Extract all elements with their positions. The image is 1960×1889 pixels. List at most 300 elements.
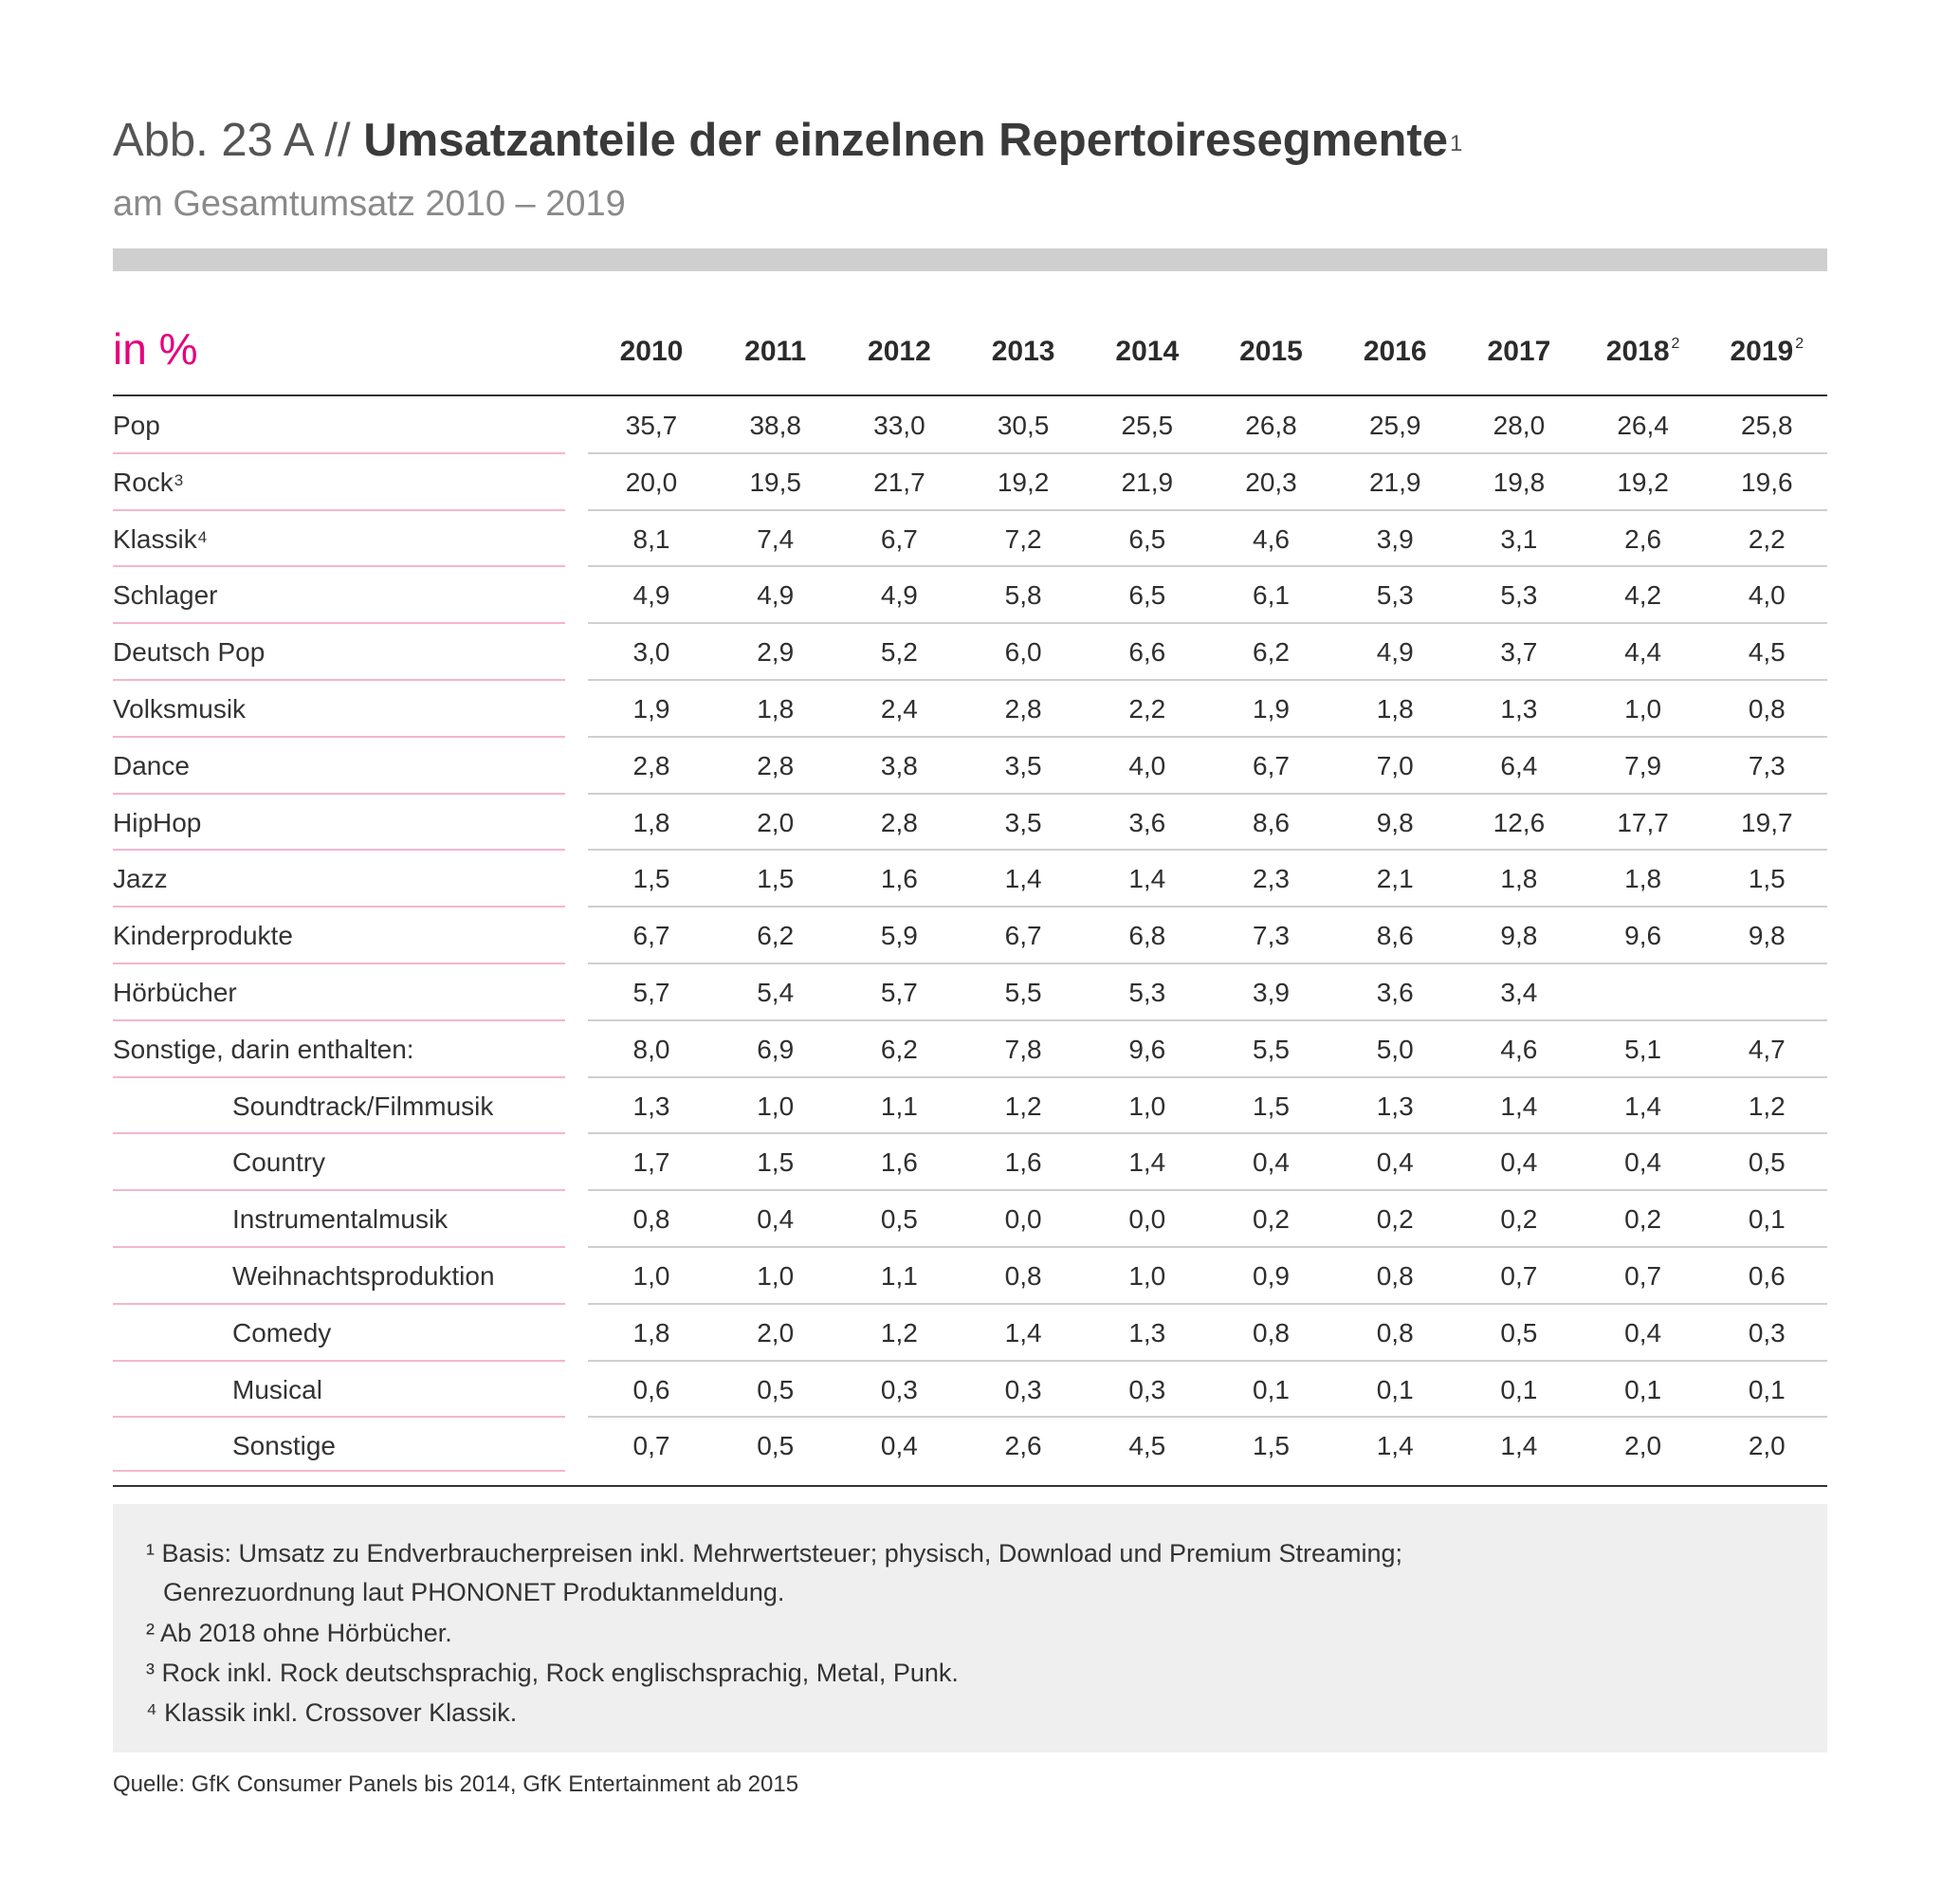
column-header-2015 — [1210, 336, 1333, 368]
table-cell: 1,3 — [1500, 694, 1538, 724]
row-label — [232, 1430, 336, 1462]
table-cell: 4,2 — [1624, 580, 1662, 611]
column-header-label: 2013 — [991, 336, 1055, 367]
table-cell: 0,7 — [632, 1431, 670, 1461]
table-cell: 0,9 — [1253, 1261, 1290, 1291]
row-label — [113, 807, 201, 839]
table-cell: 1,4 — [1128, 1147, 1166, 1178]
row-label-text: Sonstige, darin enthalten: — [113, 1034, 414, 1064]
column-header-label: 2010 — [619, 336, 684, 367]
table-cell: 6,1 — [1253, 580, 1290, 611]
table-cell: 6,2 — [757, 921, 795, 951]
table-cell: 38,8 — [749, 411, 801, 440]
table-cell: 0,2 — [1253, 1204, 1290, 1235]
table-cell: 5,5 — [1004, 978, 1042, 1007]
row-divider — [588, 963, 1827, 964]
row-divider — [588, 1076, 1827, 1078]
table-cell: 35,7 — [625, 411, 678, 440]
table-cell: 1,8 — [757, 694, 795, 724]
table-cell: 12,6 — [1493, 807, 1546, 837]
table-cell: 3,9 — [1376, 523, 1414, 554]
table-cell: 0,6 — [632, 1374, 670, 1404]
table-cell: 7,2 — [1004, 523, 1042, 554]
table-cell: 0,5 — [757, 1431, 795, 1461]
table-cell: 4,9 — [757, 580, 795, 611]
row-label — [232, 1317, 331, 1349]
table-cell: 0,2 — [1624, 1204, 1662, 1235]
table-cell: 1,9 — [1253, 694, 1290, 724]
row-label — [113, 977, 237, 1009]
table-cell: 21,7 — [873, 467, 925, 497]
row-divider — [588, 509, 1827, 511]
table-cell: 0,3 — [1004, 1374, 1042, 1404]
row-label — [113, 636, 265, 669]
table-cell: 19,6 — [1741, 467, 1793, 497]
column-header-label: 2019 — [1730, 336, 1794, 367]
row-label — [232, 1091, 493, 1123]
table-cell: 3,6 — [1128, 807, 1166, 837]
table-cell: 0,7 — [1624, 1261, 1662, 1291]
table-cell: 1,4 — [1004, 1317, 1042, 1348]
table-cell: 0,8 — [1376, 1261, 1414, 1291]
row-divider — [588, 452, 1827, 454]
row-label-divider — [113, 1246, 565, 1248]
table-cell: 1,1 — [880, 1091, 918, 1121]
table-cell: 4,9 — [632, 580, 670, 611]
table-cell: 7,3 — [1253, 921, 1290, 951]
table-cell: 1,3 — [1128, 1317, 1166, 1348]
table-cell: 3,8 — [880, 750, 918, 780]
table-cell: 1,4 — [1376, 1431, 1414, 1461]
column-header-footnote-mark: 2 — [1671, 336, 1680, 352]
table-cell: 6,7 — [880, 523, 918, 554]
table-cell: 9,8 — [1748, 921, 1786, 951]
table-cell: 1,5 — [757, 1147, 795, 1178]
table-cell: 6,4 — [1500, 750, 1538, 780]
table-cell: 33,0 — [873, 411, 925, 440]
chart-subtitle: am Gesamtumsatz 2010 – 2019 — [113, 184, 626, 224]
table-cell: 6,6 — [1128, 637, 1166, 668]
table-cell: 0,4 — [1624, 1147, 1662, 1178]
column-header-2018 — [1582, 336, 1705, 368]
table-cell: 3,5 — [1004, 750, 1042, 780]
table-cell: 0,3 — [1128, 1374, 1166, 1404]
row-label-divider — [113, 622, 565, 624]
row-label — [113, 523, 207, 556]
table-cell: 0,5 — [880, 1204, 918, 1235]
column-header-2017 — [1457, 336, 1581, 368]
table-cell: 5,3 — [1500, 580, 1538, 611]
row-divider — [588, 1303, 1827, 1305]
table-cell: 1,6 — [1004, 1147, 1042, 1178]
table-cell: 8,0 — [632, 1034, 670, 1064]
table-cell: 4,0 — [1748, 580, 1786, 611]
row-label-divider — [113, 565, 565, 567]
row-label-divider — [113, 1416, 565, 1418]
table-cell: 2,9 — [757, 637, 795, 668]
row-label-text: Musical — [232, 1374, 322, 1404]
table-cell: 1,4 — [1128, 864, 1166, 894]
table-cell: 9,6 — [1624, 921, 1662, 951]
table-cell: 0,5 — [757, 1374, 795, 1404]
table-cell: 3,9 — [1253, 978, 1290, 1007]
table-cell: 1,8 — [1500, 864, 1538, 894]
row-label-text: HipHop — [113, 807, 202, 837]
table-cell: 17,7 — [1617, 807, 1669, 837]
row-label-text: Hörbücher — [113, 978, 237, 1007]
footnote-1: ¹ Basis: Umsatz zu Endverbraucherpreisen inkl. Mehrwertsteuer; physisch, Download und Premium Streaming; — [146, 1539, 1403, 1568]
table-cell: 0,4 — [1376, 1147, 1414, 1178]
table-cell: 4,0 — [1128, 750, 1166, 780]
table-cell: 0,4 — [880, 1431, 918, 1461]
row-label-divider — [113, 1360, 565, 1362]
table-cell: 1,2 — [1004, 1091, 1042, 1121]
table-cell: 5,5 — [1253, 1034, 1290, 1064]
row-divider — [588, 736, 1827, 738]
table-cell: 0,4 — [1500, 1147, 1538, 1178]
table-cell: 1,5 — [757, 864, 795, 894]
table-cell: 0,5 — [1500, 1317, 1538, 1348]
row-label-text: Jazz — [113, 864, 168, 894]
footnote-4: ⁴ Klassik inkl. Crossover Klassik. — [146, 1698, 518, 1727]
table-cell: 19,2 — [1617, 467, 1669, 497]
column-header-2019 — [1705, 336, 1828, 368]
table-cell: 6,0 — [1004, 637, 1042, 668]
row-label-text: Sonstige — [232, 1431, 336, 1461]
table-cell: 1,0 — [757, 1091, 795, 1121]
column-header-label: 2011 — [744, 336, 807, 367]
table-cell: 0,0 — [1128, 1204, 1166, 1235]
table-cell: 0,3 — [880, 1374, 918, 1404]
table-cell: 5,9 — [880, 921, 918, 951]
row-divider — [588, 1132, 1827, 1134]
table-cell: 1,7 — [632, 1147, 670, 1178]
title-main: Umsatzanteile der einzelnen Repertoiresegmente — [363, 115, 1448, 166]
row-label — [113, 920, 293, 952]
column-header-2014 — [1086, 336, 1209, 368]
table-cell: 0,1 — [1500, 1374, 1538, 1404]
table-cell: 2,1 — [1376, 864, 1414, 894]
row-label-text: Schlager — [113, 580, 218, 611]
table-cell: 1,3 — [1376, 1091, 1414, 1121]
table-cell: 0,4 — [757, 1204, 795, 1235]
table-cell: 9,6 — [1128, 1034, 1166, 1064]
row-label-divider — [113, 906, 565, 908]
table-cell: 8,1 — [632, 523, 670, 554]
table-cell: 0,4 — [1624, 1317, 1662, 1348]
row-divider — [588, 906, 1827, 908]
table-cell: 1,6 — [880, 864, 918, 894]
table-cell: 1,4 — [1500, 1091, 1538, 1121]
table-cell: 2,8 — [1004, 694, 1042, 724]
table-cell: 4,7 — [1748, 1034, 1786, 1064]
table-cell: 2,3 — [1253, 864, 1290, 894]
table-cell: 6,7 — [632, 921, 670, 951]
table-cell: 1,8 — [632, 1317, 670, 1348]
table-cell: 3,6 — [1376, 978, 1414, 1007]
column-header-footnote-mark: 2 — [1795, 336, 1804, 352]
table-cell: 0,8 — [1376, 1317, 1414, 1348]
column-header-label: 2015 — [1239, 336, 1303, 367]
table-cell: 4,5 — [1748, 637, 1786, 668]
footnote-2: ² Ab 2018 ohne Hörbücher. — [146, 1619, 452, 1647]
table-cell: 28,0 — [1493, 411, 1546, 440]
table-cell: 26,4 — [1617, 411, 1669, 440]
table-cell: 3,4 — [1500, 978, 1538, 1007]
table-cell: 2,0 — [757, 1317, 795, 1348]
table-cell: 1,8 — [1376, 694, 1414, 724]
row-label-divider — [113, 1076, 565, 1078]
table-cell: 4,6 — [1500, 1034, 1538, 1064]
table-cell: 6,7 — [1004, 921, 1042, 951]
row-divider — [588, 1360, 1827, 1362]
row-label-text: Volksmusik — [113, 694, 247, 724]
table-cell: 1,5 — [1748, 864, 1786, 894]
table-cell: 5,2 — [880, 637, 918, 668]
table-cell: 5,3 — [1376, 580, 1414, 611]
table-cell: 0,6 — [1748, 1261, 1786, 1291]
table-cell: 0,8 — [1253, 1317, 1290, 1348]
row-label — [232, 1260, 495, 1293]
table-cell: 19,7 — [1741, 807, 1793, 837]
row-divider — [588, 679, 1827, 681]
table-cell: 19,2 — [997, 467, 1050, 497]
table-cell: 1,0 — [1128, 1091, 1166, 1121]
title-footnote-mark: 1 — [1449, 131, 1463, 156]
row-label — [113, 410, 160, 442]
row-label-text: Comedy — [232, 1317, 332, 1348]
table-cell: 1,1 — [880, 1261, 918, 1291]
table-cell: 0,8 — [1004, 1261, 1042, 1291]
row-label-divider — [113, 1189, 565, 1191]
table-cell: 5,8 — [1004, 580, 1042, 611]
table-cell: 0,2 — [1500, 1204, 1538, 1235]
column-header-2011 — [714, 336, 837, 368]
row-divider — [588, 1189, 1827, 1191]
table-cell: 7,3 — [1748, 750, 1786, 780]
table-cell: 1,2 — [880, 1317, 918, 1348]
row-label-text: Kinderprodukte — [113, 921, 293, 951]
table-cell: 30,5 — [997, 411, 1050, 440]
row-divider — [588, 1416, 1827, 1418]
column-header-label: 2018 — [1605, 336, 1670, 367]
column-header-label: 2012 — [868, 336, 931, 367]
table-cell: 2,8 — [880, 807, 918, 837]
table-cell: 0,1 — [1624, 1374, 1662, 1404]
table-cell: 7,8 — [1004, 1034, 1042, 1064]
table-cell: 3,0 — [632, 637, 670, 668]
table-cell: 1,0 — [1128, 1261, 1166, 1291]
title-divider-bar — [113, 248, 1827, 271]
table-cell: 2,0 — [1748, 1431, 1786, 1461]
table-cell: 6,5 — [1128, 580, 1166, 611]
table-cell: 2,8 — [757, 750, 795, 780]
table-cell: 9,8 — [1500, 921, 1538, 951]
row-label-text: Country — [232, 1147, 326, 1178]
header-rule — [113, 394, 1827, 396]
table-cell: 0,1 — [1253, 1374, 1290, 1404]
table-cell: 26,8 — [1245, 411, 1297, 440]
row-label-divider — [113, 1303, 565, 1305]
row-label-divider — [113, 849, 565, 851]
table-cell: 7,4 — [757, 523, 795, 554]
table-cell: 2,6 — [1004, 1431, 1042, 1461]
title-prefix: Abb. 23 A // — [113, 115, 364, 166]
table-cell: 4,4 — [1624, 637, 1662, 668]
table-cell: 25,8 — [1741, 411, 1793, 440]
table-cell: 0,8 — [1748, 694, 1786, 724]
column-header-label: 2014 — [1115, 336, 1180, 367]
footnote-3: ³ Rock inkl. Rock deutschsprachig, Rock englischsprachig, Metal, Punk. — [146, 1659, 959, 1687]
table-cell: 8,6 — [1253, 807, 1290, 837]
table-cell: 4,9 — [880, 580, 918, 611]
row-label-divider — [113, 1470, 565, 1472]
row-label-footnote-mark: 3 — [174, 470, 184, 489]
table-cell: 2,2 — [1748, 523, 1786, 554]
table-cell: 5,3 — [1128, 978, 1166, 1007]
row-label-divider — [113, 963, 565, 964]
table-cell: 1,4 — [1624, 1091, 1662, 1121]
table-cell: 5,0 — [1376, 1034, 1414, 1064]
table-cell: 2,8 — [632, 750, 670, 780]
row-divider — [588, 622, 1827, 624]
table-cell: 6,8 — [1128, 921, 1166, 951]
table-cell: 0,8 — [632, 1204, 670, 1235]
table-cell: 2,2 — [1128, 694, 1166, 724]
column-header-label: 2016 — [1363, 336, 1427, 367]
table-cell: 0,3 — [1748, 1317, 1786, 1348]
row-label — [232, 1203, 448, 1236]
table-cell: 3,5 — [1004, 807, 1042, 837]
table-cell: 0,1 — [1748, 1374, 1786, 1404]
table-cell: 5,7 — [880, 978, 918, 1007]
row-label — [113, 1034, 414, 1066]
table-cell: 1,0 — [757, 1261, 795, 1291]
table-cell: 19,5 — [749, 467, 801, 497]
table-cell: 6,5 — [1128, 523, 1166, 554]
row-label — [113, 693, 246, 725]
row-label-divider — [113, 1019, 565, 1021]
row-label-text: Soundtrack/Filmmusik — [232, 1091, 494, 1121]
row-label-footnote-mark: 4 — [197, 527, 208, 546]
table-cell: 6,2 — [1253, 637, 1290, 668]
row-label-text: Klassik — [113, 523, 197, 554]
table-cell: 1,5 — [1253, 1091, 1290, 1121]
table-cell: 19,8 — [1493, 467, 1546, 497]
row-label-text: Instrumentalmusik — [232, 1204, 449, 1235]
table-cell: 1,8 — [632, 807, 670, 837]
table-cell: 1,5 — [632, 864, 670, 894]
row-label-divider — [113, 1132, 565, 1134]
table-cell: 0,1 — [1748, 1204, 1786, 1235]
table-cell: 4,9 — [1376, 637, 1414, 668]
table-cell: 25,5 — [1121, 411, 1174, 440]
table-cell: 0,1 — [1376, 1374, 1414, 1404]
table-cell: 25,9 — [1368, 411, 1421, 440]
table-cell: 1,4 — [1500, 1431, 1538, 1461]
table-cell: 6,9 — [757, 1034, 795, 1064]
footnote-1-continued: Genrezuordnung laut PHONONET Produktanmeldung. — [163, 1578, 785, 1606]
table-cell: 1,4 — [1004, 864, 1042, 894]
table-cell: 3,7 — [1500, 637, 1538, 668]
row-label-divider — [113, 793, 565, 795]
row-label-text: Rock — [113, 467, 174, 497]
column-header-2016 — [1333, 336, 1456, 368]
column-header-2013 — [962, 336, 1085, 368]
table-cell: 20,0 — [625, 467, 678, 497]
row-label — [232, 1146, 325, 1179]
table-cell: 21,9 — [1368, 467, 1421, 497]
source-note: Quelle: GfK Consumer Panels bis 2014, GfK Entertainment ab 2015 — [113, 1771, 799, 1797]
table-cell: 1,0 — [1624, 694, 1662, 724]
table-cell: 1,8 — [1624, 864, 1662, 894]
row-label-text: Deutsch Pop — [113, 637, 266, 668]
table-cell: 0,5 — [1748, 1147, 1786, 1178]
table-cell: 5,4 — [757, 978, 795, 1007]
table-cell: 0,2 — [1376, 1204, 1414, 1235]
table-cell: 2,0 — [757, 807, 795, 837]
table-cell: 1,3 — [632, 1091, 670, 1121]
table-cell: 1,6 — [880, 1147, 918, 1178]
table-cell: 2,6 — [1624, 523, 1662, 554]
table-cell: 0,4 — [1253, 1147, 1290, 1178]
row-label-text: Weihnachtsproduktion — [232, 1261, 495, 1291]
table-cell: 0,7 — [1500, 1261, 1538, 1291]
table-cell: 1,2 — [1748, 1091, 1786, 1121]
row-divider — [588, 1019, 1827, 1021]
row-label-divider — [113, 679, 565, 681]
table-cell: 9,8 — [1376, 807, 1414, 837]
row-label-text: Pop — [113, 411, 160, 440]
row-label — [113, 579, 218, 612]
table-cell: 8,6 — [1376, 921, 1414, 951]
row-label-divider — [113, 736, 565, 738]
table-cell: 7,9 — [1624, 750, 1662, 780]
column-header-2012 — [837, 336, 961, 368]
table-cell: 6,2 — [880, 1034, 918, 1064]
table-bottom-rule — [113, 1485, 1827, 1487]
row-divider — [588, 565, 1827, 567]
table-cell: 5,7 — [632, 978, 670, 1007]
table-cell: 2,4 — [880, 694, 918, 724]
row-label-divider — [113, 452, 565, 454]
chart-title — [113, 112, 1462, 169]
table-cell: 3,1 — [1500, 523, 1538, 554]
table-cell: 5,1 — [1624, 1034, 1662, 1064]
table-cell: 4,5 — [1128, 1431, 1166, 1461]
row-label — [113, 863, 168, 895]
row-divider — [588, 1246, 1827, 1248]
table-cell: 1,0 — [632, 1261, 670, 1291]
table-cell: 6,7 — [1253, 750, 1290, 780]
table-cell: 0,0 — [1004, 1204, 1042, 1235]
table-cell: 2,0 — [1624, 1431, 1662, 1461]
row-label-divider — [113, 509, 565, 511]
table-cell: 20,3 — [1245, 467, 1297, 497]
table-cell: 4,6 — [1253, 523, 1290, 554]
table-cell: 1,9 — [632, 694, 670, 724]
table-cell: 1,5 — [1253, 1431, 1290, 1461]
column-header-2010 — [590, 336, 713, 368]
row-label — [113, 750, 190, 782]
unit-label: in % — [113, 324, 198, 374]
table-cell: 7,0 — [1376, 750, 1414, 780]
row-label — [232, 1374, 322, 1406]
table-cell: 21,9 — [1121, 467, 1174, 497]
row-label-text: Dance — [113, 750, 190, 780]
row-divider — [588, 793, 1827, 795]
row-label — [113, 467, 183, 499]
